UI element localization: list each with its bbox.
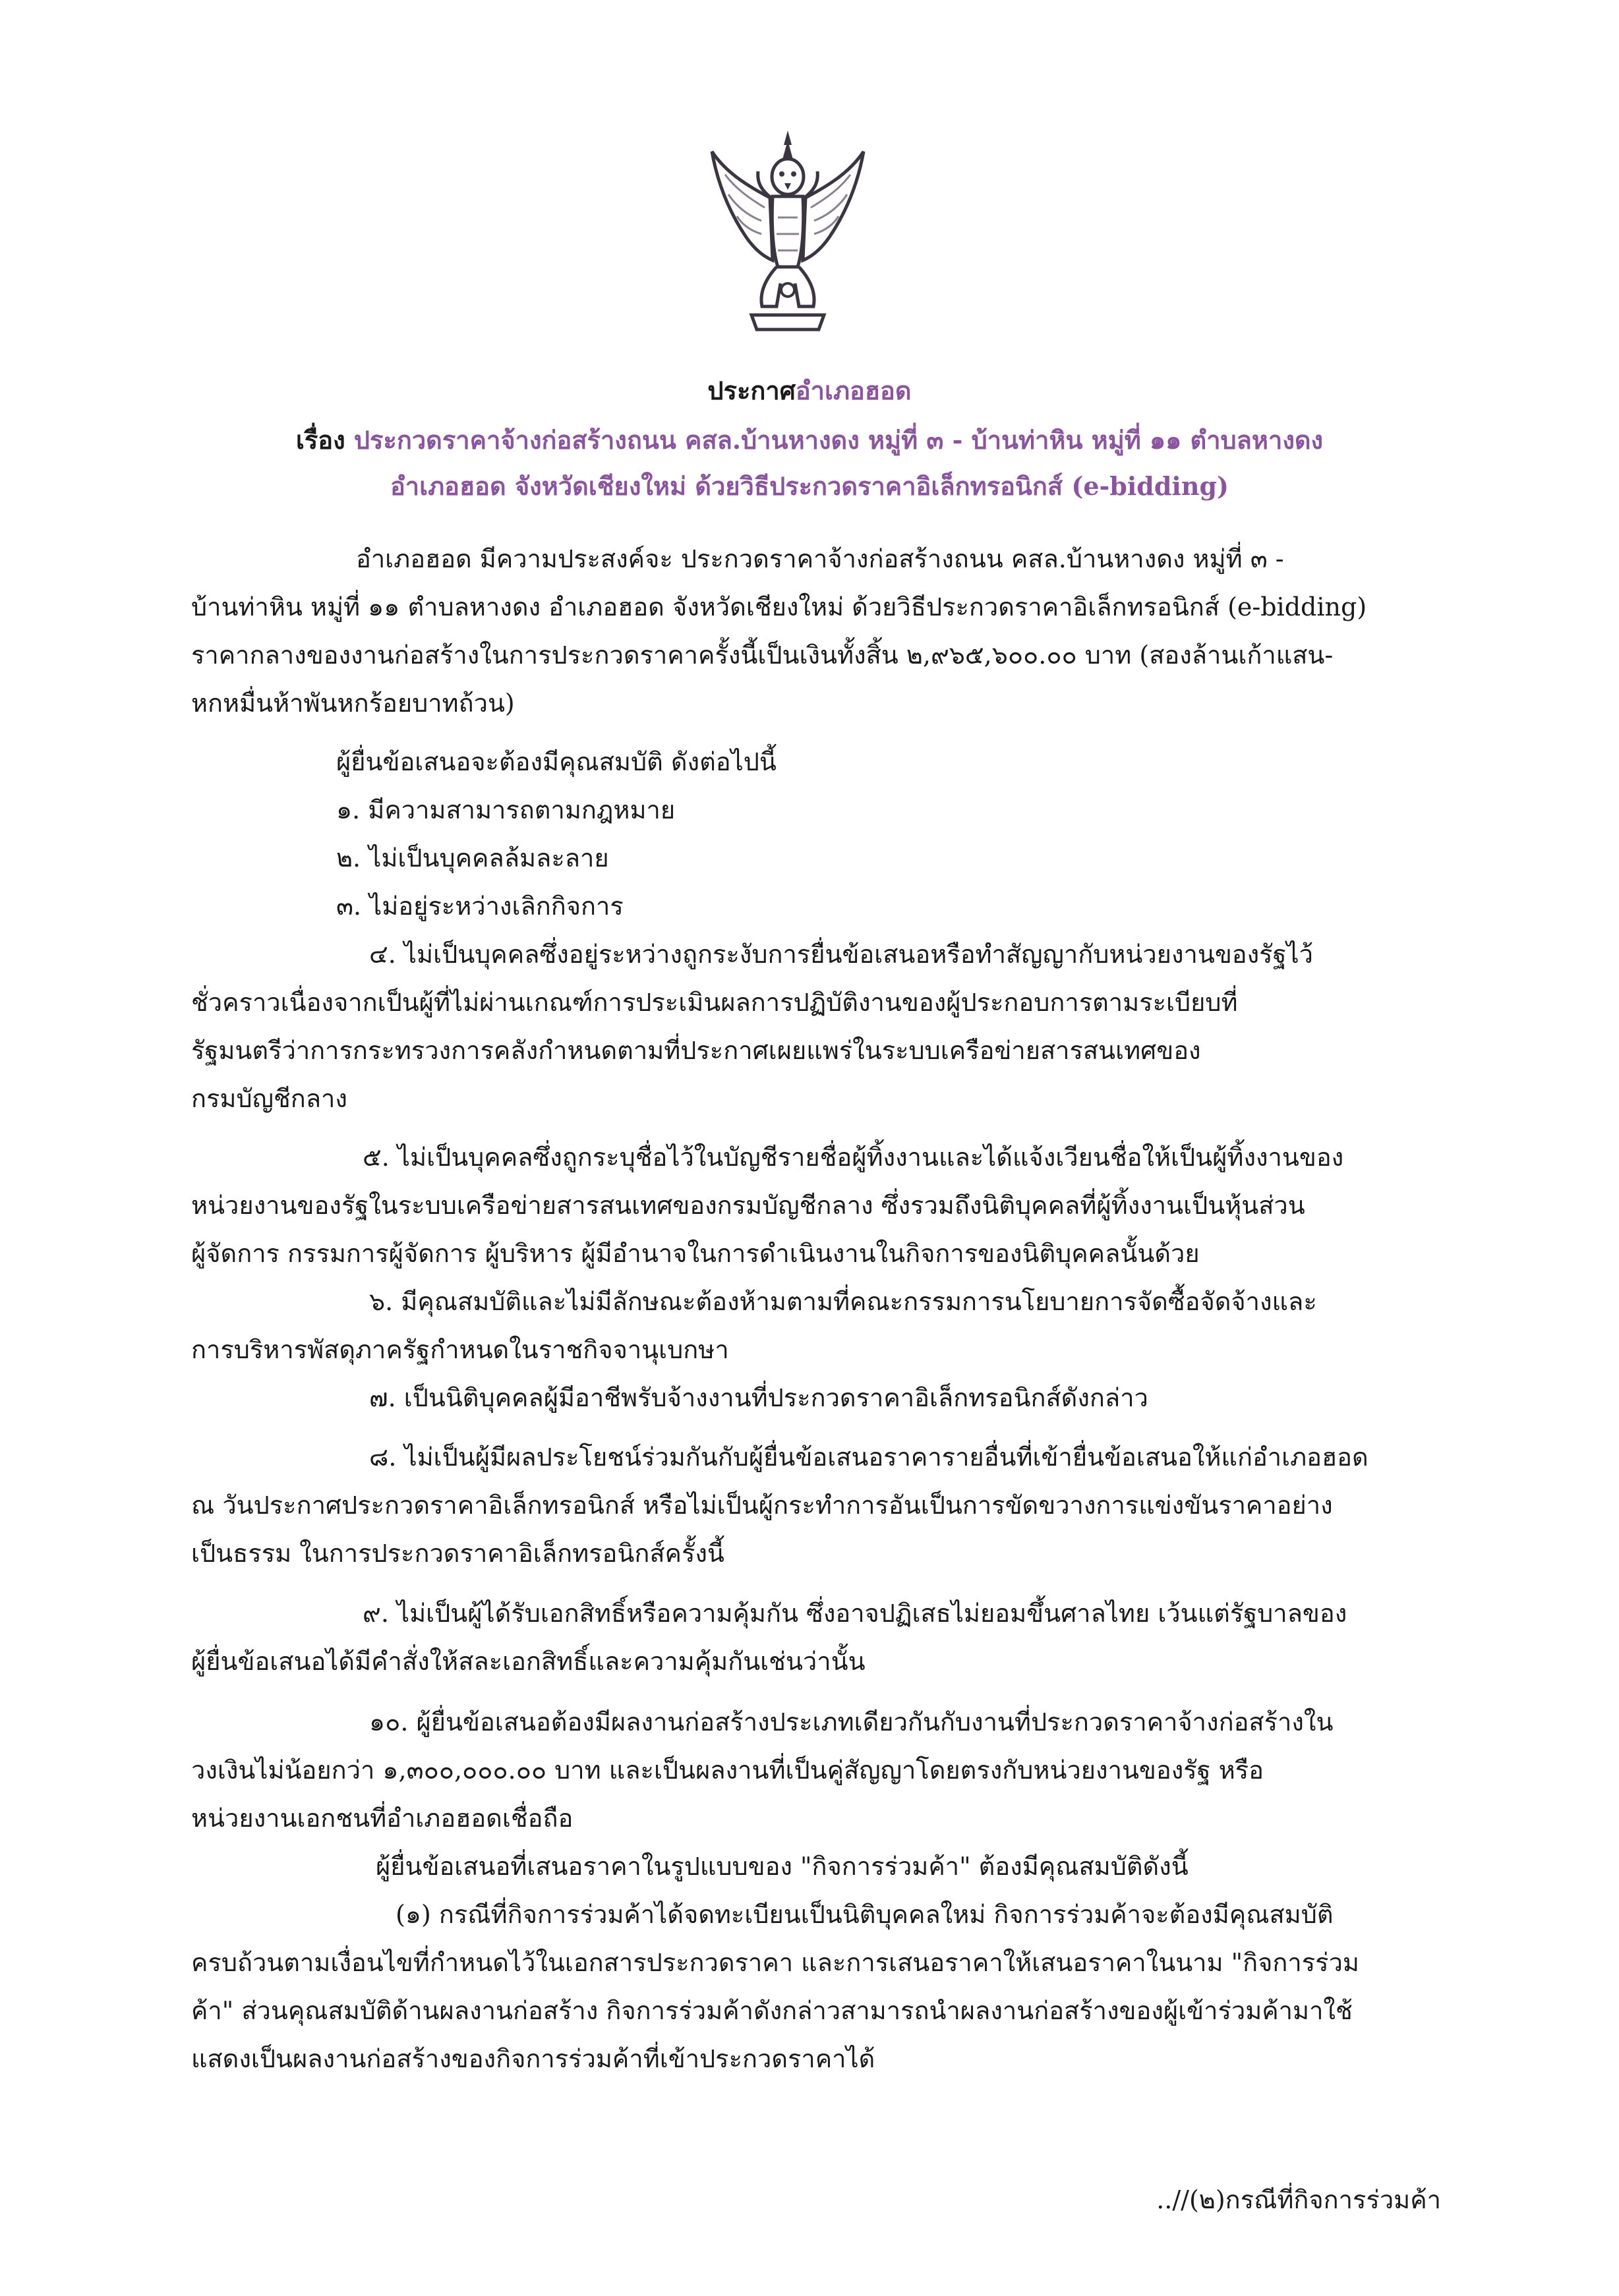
subject-line-2: อำเภอฮอด จังหวัดเชียงใหม่ ด้วยวิธีประกวดราคาอิเล็กทรอนิกส์ (e-bidding)	[390, 471, 1229, 501]
subject-label: เรื่อง	[295, 425, 345, 455]
announcement-title-prefix: ประกาศ	[707, 376, 796, 405]
body-line: รัฐมนตรีว่าการกระทรวงการคลังกำหนดตามที่ประกาศเผยแพร่ในระบบเครือข่ายสารสนเทศของ	[191, 1036, 1201, 1065]
body-line: ๕. ไม่เป็นบุคคลซึ่งถูกระบุชื่อไว้ในบัญชีรายชื่อผู้ทิ้งงานและได้แจ้งเวียนชื่อให้เป็นผู้ทิ้งงานของ	[363, 1143, 1344, 1172]
body-line: ๔. ไม่เป็นบุคคลซึ่งอยู่ระหว่างถูกระงับการยื่นข้อเสนอหรือทำสัญญากับหน่วยงานของรัฐไว้	[369, 940, 1313, 969]
body-line: ๗. เป็นนิติบุคคลผู้มีอาชีพรับจ้างงานที่ประกวดราคาอิเล็กทรอนิกส์ดังกล่าว	[369, 1383, 1148, 1412]
body-line: บ้านท่าหิน หมู่ที่ ๑๑ ตำบลหางดง อำเภอฮอด จังหวัดเชียงใหม่ ด้วยวิธีประกวดราคาอิเล็กทรอนิกส์ (e-bidding)	[191, 592, 1367, 621]
body-line: ๖. มีคุณสมบัติและไม่มีลักษณะต้องห้ามตามที่คณะกรรมการนโยบายการจัดซื้อจัดจ้างและ	[369, 1287, 1317, 1316]
body-line: ๓. ไม่อยู่ระหว่างเลิกกิจการ	[336, 892, 624, 921]
body-line: เป็นธรรม ในการประกวดราคาอิเล็กทรอนิกส์ครั้งนี้	[191, 1539, 724, 1568]
body-line: วงเงินไม่น้อยกว่า ๑,๓๐๐,๐๐๐.๐๐ บาท และเป็นผลงานที่เป็นคู่สัญญาโดยตรงกับหน่วยงานของรัฐ หรือ	[191, 1756, 1264, 1785]
body-line: ผู้ยื่นข้อเสนอที่เสนอราคาในรูปแบบของ "กิจการร่วมค้า" ต้องมีคุณสมบัติดังนี้	[376, 1852, 1189, 1881]
body-line: ค้า" ส่วนคุณสมบัติด้านผลงานก่อสร้าง กิจการร่วมค้าดังกล่าวสามารถนำผลงานก่อสร้างของผู้เข้าร่วมค้ามาใช้	[191, 1996, 1353, 2025]
subject-text-1: ประกวดราคาจ้างก่อสร้างถนน คสล.บ้านหางดง หมู่ที่ ๓ - บ้านท่าหิน หมู่ที่ ๑๑ ตำบลหางดง	[353, 425, 1324, 455]
body-line: ผู้ยื่นข้อเสนอจะต้องมีคุณสมบัติ ดังต่อไปนี้	[336, 747, 777, 776]
body-line: กรมบัญชีกลาง	[191, 1084, 347, 1113]
body-line: ๑. มีความสามารถตามกฎหมาย	[336, 795, 676, 824]
body-line: ผู้จัดการ กรรมการผู้จัดการ ผู้บริหาร ผู้มีอำนาจในการดำเนินงานในกิจการของนิติบุคคลนั้นด้วย	[191, 1239, 1200, 1268]
announcement-title	[132, 366, 1487, 416]
body-line: หกหมื่นห้าพันหกร้อยบาทถ้วน)	[191, 689, 515, 718]
garuda-emblem-icon	[699, 125, 877, 343]
body-line: ๑๐. ผู้ยื่นข้อเสนอต้องมีผลงานก่อสร้างประเภทเดียวกันกับงานที่ประกวดราคาจ้างก่อสร้างใน	[369, 1708, 1334, 1736]
body-line: แสดงเป็นผลงานก่อสร้างของกิจการร่วมค้าที่เข้าประกวดราคาได้	[191, 2044, 875, 2073]
body-line: อำเภอฮอด มีความประสงค์จะ ประกวดราคาจ้างก่อสร้างถนน คสล.บ้านหางดง หมู่ที่ ๓ -	[356, 544, 1284, 573]
body-line: ชั่วคราวเนื่องจากเป็นผู้ที่ไม่ผ่านเกณฑ์การประเมินผลการปฏิบัติงานของผู้ประกอบการตามระเบียบที่	[191, 988, 1238, 1017]
subject-line-1	[132, 415, 1487, 465]
announcement-title-org: อำเภอฮอด	[795, 376, 912, 405]
body-line: ครบถ้วนตามเงื่อนไขที่กำหนดไว้ในเอกสารประกวดราคา และการเสนอราคาให้เสนอราคาในนาม "กิจการร่วม	[191, 1948, 1359, 1977]
body-line: ๙. ไม่เป็นผู้ได้รับเอกสิทธิ์หรือความคุ้มกัน ซึ่งอาจปฏิเสธไม่ยอมขึ้นศาลไทย เว้นแต่รัฐบาลของ	[363, 1599, 1347, 1628]
body-line: ผู้ยื่นข้อเสนอได้มีคำสั่งให้สละเอกสิทธิ์และความคุ้มกันเช่นว่านั้น	[191, 1647, 866, 1676]
body-line: หน่วยงานของรัฐในระบบเครือข่ายสารสนเทศของกรมบัญชีกลาง ซึ่งรวมถึงนิติบุคคลที่ผู้ทิ้งงานเป็นหุ้นส่วน	[191, 1191, 1305, 1220]
body-line: ๒. ไม่เป็นบุคคลล้มละลาย	[336, 844, 609, 873]
body-line: หน่วยงานเอกชนที่อำเภอฮอดเชื่อถือ	[191, 1804, 574, 1833]
page-continuation-note: ..//(๒)กรณีที่กิจการร่วมค้า	[1156, 2185, 1441, 2214]
body-line: ณ วันประกาศประกวดราคาอิเล็กทรอนิกส์ หรือไม่เป็นผู้กระทำการอันเป็นการขัดขวางการแข่งขันราคาอย่าง	[191, 1491, 1333, 1520]
body-line: ราคากลางของงานก่อสร้างในการประกวดราคาครั้งนี้เป็นเงินทั้งสิ้น ๒,๙๖๕,๖๐๐.๐๐ บาท (สองล้านเก้าแสน-	[191, 641, 1334, 670]
body-line: การบริหารพัสดุภาครัฐกำหนดในราชกิจจานุเบกษา	[191, 1335, 729, 1364]
body-line: ๘. ไม่เป็นผู้มีผลประโยชน์ร่วมกันกับผู้ยื่นข้อเสนอราคารายอื่นที่เข้ายื่นข้อเสนอให้แก่อำเภอฮอด	[369, 1443, 1369, 1472]
body-line: (๑) กรณีที่กิจการร่วมค้าได้จดทะเบียนเป็นนิติบุคคลใหม่ กิจการร่วมค้าจะต้องมีคุณสมบัติ	[396, 1900, 1334, 1929]
